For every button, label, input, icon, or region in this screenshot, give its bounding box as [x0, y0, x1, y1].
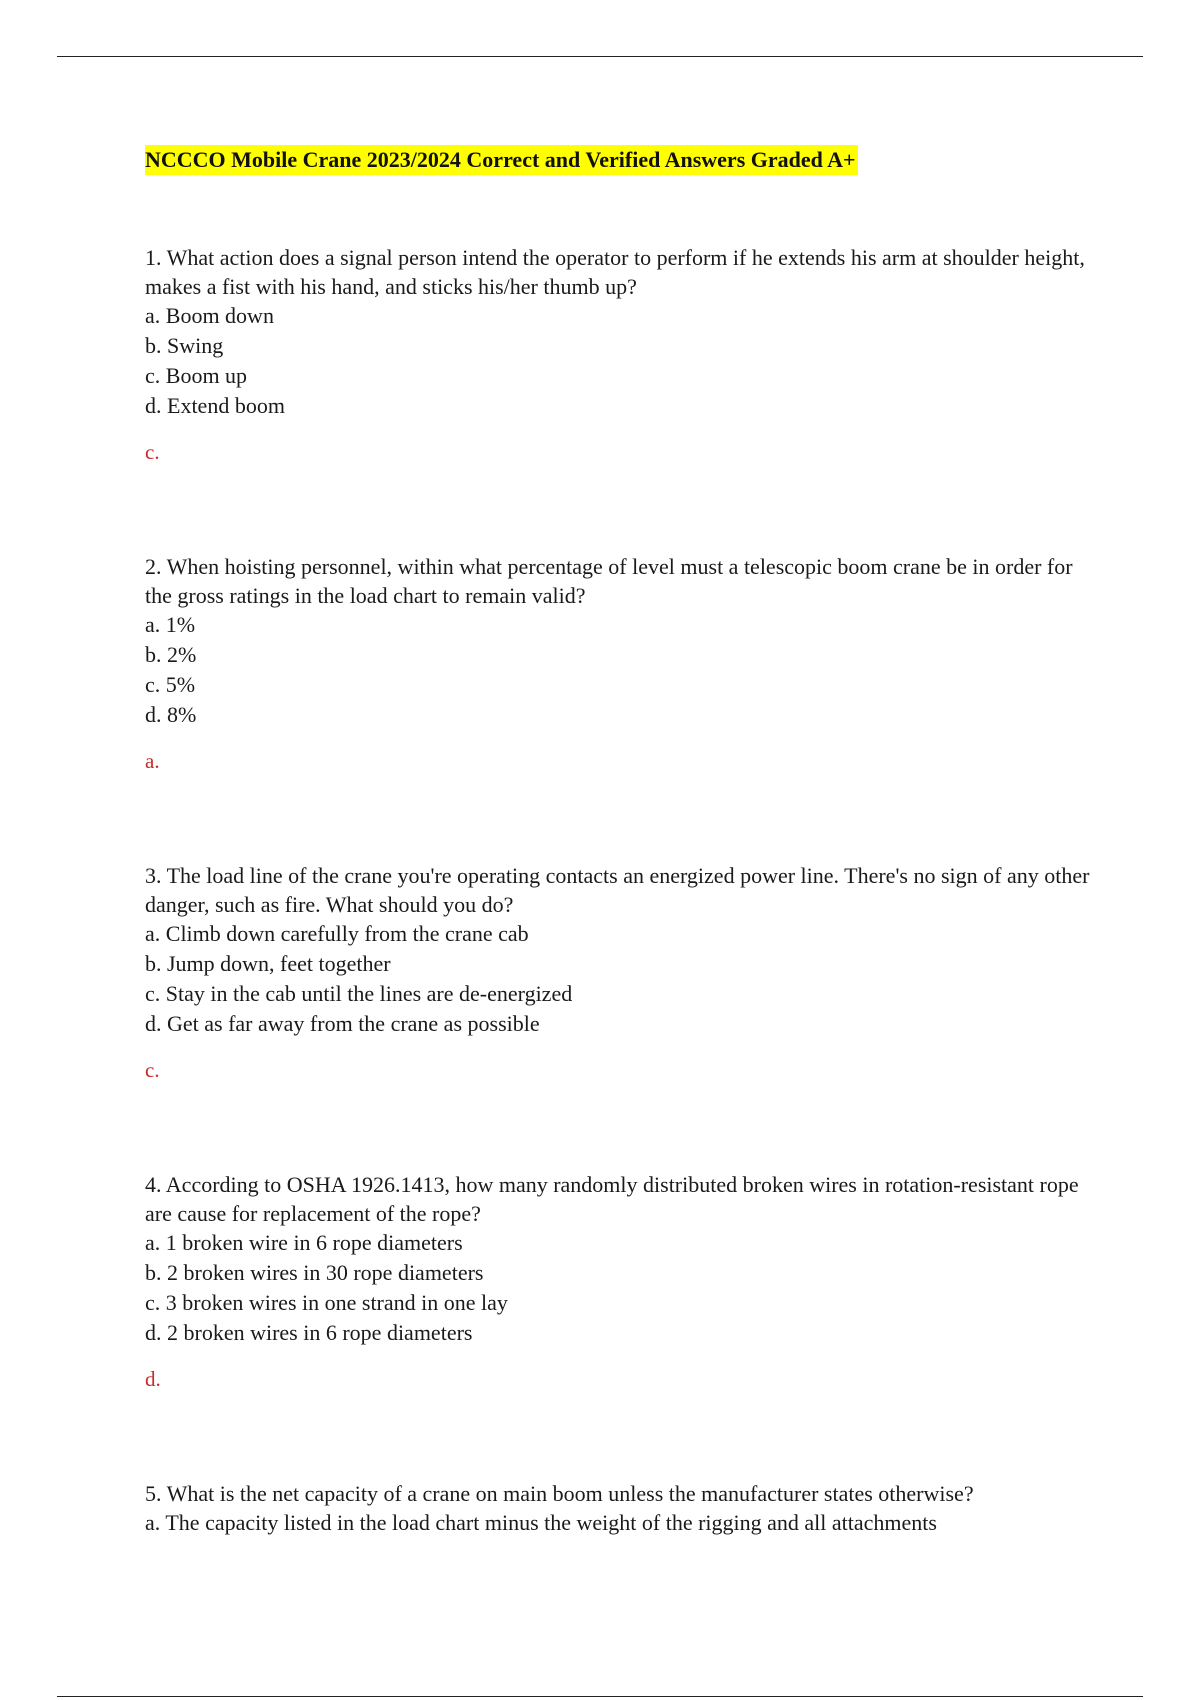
- question-3: [145, 861, 1100, 1084]
- option-b: b. Swing: [145, 333, 224, 358]
- page-bottom-rule: [57, 1696, 1143, 1697]
- option-list: [145, 1228, 1100, 1348]
- question-1: [145, 243, 1100, 466]
- option-b: b. 2%: [145, 642, 197, 667]
- question-text: 2. When hoisting personnel, within what percentage of level must a telescopic boom crane be in order for the gross ratings in the load chart to remain valid?: [145, 554, 1073, 608]
- option-list: [145, 1508, 1100, 1538]
- question-4: [145, 1170, 1100, 1393]
- option-c: c. Stay in the cab until the lines are de-energized: [145, 981, 573, 1006]
- option-d: d. Extend boom: [145, 393, 285, 418]
- question-text: 5. What is the net capacity of a crane on main boom unless the manufacturer states otherwise?: [145, 1481, 974, 1506]
- option-a: a. Boom down: [145, 303, 274, 328]
- document-title: NCCCO Mobile Crane 2023/2024 Correct and Verified Answers Graded A+: [145, 145, 858, 175]
- question-2: [145, 552, 1100, 775]
- question-text: 1. What action does a signal person intend the operator to perform if he extends his arm at shoulder height, makes a fist with his hand, and sticks his/her thumb up?: [145, 245, 1085, 299]
- question-text: 4. According to OSHA 1926.1413, how many randomly distributed broken wires in rotation-resistant rope are cause for replacement of the rope?: [145, 1172, 1079, 1226]
- option-d: d. 2 broken wires in 6 rope diameters: [145, 1320, 473, 1345]
- page-top-rule: [57, 56, 1143, 57]
- option-d: d. 8%: [145, 702, 197, 727]
- option-c: c. 5%: [145, 672, 196, 697]
- option-b: b. Jump down, feet together: [145, 951, 391, 976]
- answer-key: c.: [145, 1058, 160, 1082]
- option-list: [145, 919, 1100, 1039]
- question-5: [145, 1479, 1100, 1538]
- document-content: [145, 145, 1100, 1538]
- option-c: c. 3 broken wires in one strand in one lay: [145, 1290, 508, 1315]
- option-d: d. Get as far away from the crane as possible: [145, 1011, 540, 1036]
- option-a: a. The capacity listed in the load chart minus the weight of the rigging and all attachments: [145, 1510, 937, 1535]
- option-a: a. Climb down carefully from the crane cab: [145, 921, 529, 946]
- option-c: c. Boom up: [145, 363, 248, 388]
- question-text: 3. The load line of the crane you're operating contacts an energized power line. There's no sign of any other danger, such as fire. What should you do?: [145, 863, 1090, 917]
- option-b: b. 2 broken wires in 30 rope diameters: [145, 1260, 484, 1285]
- option-list: [145, 610, 1100, 730]
- answer-key: c.: [145, 440, 160, 464]
- option-a: a. 1%: [145, 612, 196, 637]
- option-a: a. 1 broken wire in 6 rope diameters: [145, 1230, 463, 1255]
- answer-key: d.: [145, 1367, 161, 1391]
- option-list: [145, 301, 1100, 421]
- answer-key: a.: [145, 749, 160, 773]
